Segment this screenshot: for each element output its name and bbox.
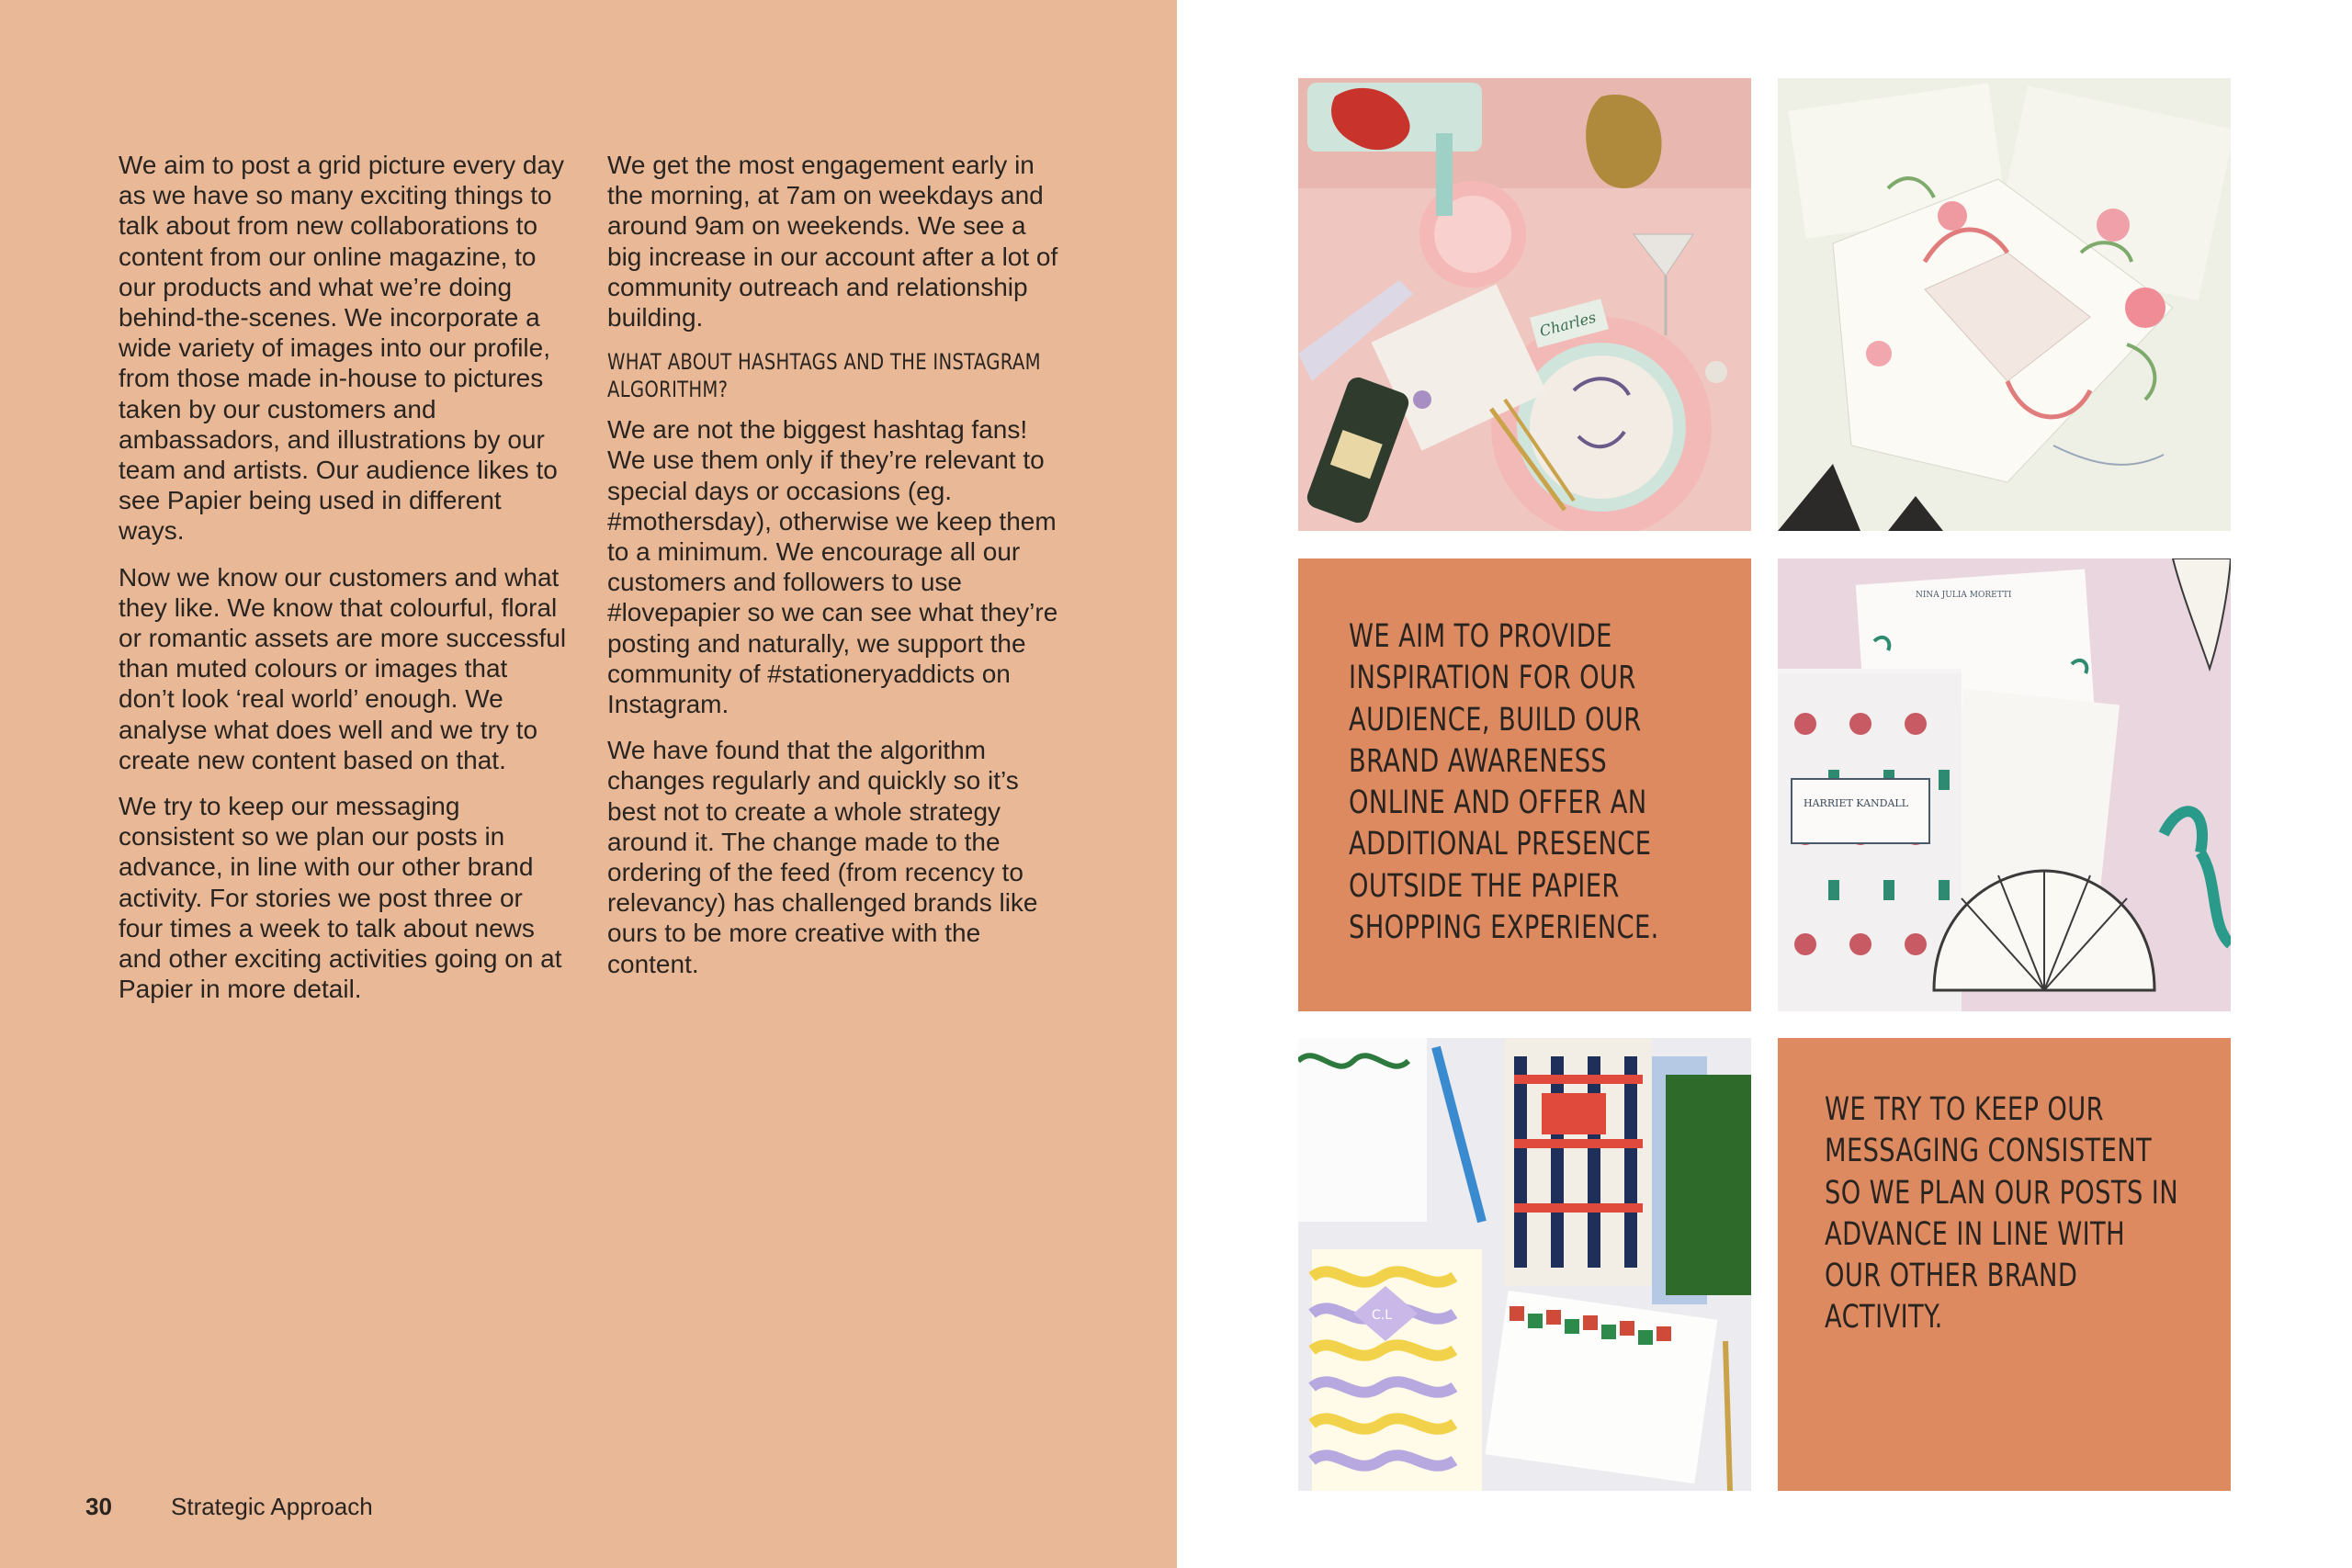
pull-quote: WE TRY TO KEEP OUR MESSAGING CONSISTENT SO WE PLAN OUR POSTS IN ADVANCE IN LINE WITH OUR OTHER BRAND ACTIVITY.	[1825, 1091, 2179, 1337]
stationery-name-text: HARRIET KANDALL	[1804, 797, 1909, 809]
floral-card-illustration	[1778, 78, 2231, 531]
pull-quote: WE AIM TO PROVIDE INSPIRATION FOR OUR AUDIENCE, BUILD OUR BRAND AWARENESS ONLINE AND OFFER AN ADDITIONAL PRESENCE OUTSIDE THE PAPIER SHOPPING EXPERIENCE.	[1349, 618, 1659, 947]
paragraph: We have found that the algorithm changes regularly and quickly so it’s best not to create a whole strategy around it. The change made to the ordering of the feed (from recency to relevancy) has challenged brands like ours to be more creative with the content.	[607, 736, 1038, 978]
paragraph: We try to keep our messaging consistent so we plan our posts in advance, in line with our other brand activity. For stories we post three or four times a week to talk about news and other exciting activities going on at Papier in more detail.	[119, 792, 562, 1004]
notebooks-illustration	[1298, 1038, 1751, 1491]
notebook-initials: C.L	[1372, 1308, 1393, 1323]
paragraph: Now we know our customers and what they like. We know that colourful, floral or romantic assets are more successful than muted colours or images that don’t look ‘real world’ enough. We analyse what does well and we try to create new content based on that.	[119, 562, 567, 774]
running-footer: Strategic Approach	[171, 1493, 373, 1520]
photo-floral-popup-card	[1778, 78, 2231, 531]
section-heading: WHAT ABOUT HASHTAGS AND THE INSTAGRAM ALGORITHM?	[607, 349, 1041, 403]
svg-text:NINA JULIA MORETTI: NINA JULIA MORETTI	[1916, 591, 2012, 600]
paragraph: We get the most engagement early in the morning, at 7am on weekdays and around 9am on weekends. We see a big increase in our account after a lot of community outreach and relationship building.	[607, 151, 1058, 333]
text-column-right	[607, 150, 1062, 995]
quote-tile-inspiration	[1298, 558, 1751, 1011]
page-number: 30	[85, 1493, 112, 1520]
paragraph: We are not the biggest hashtag fans! We use them only if they’re relevant to special days or occasions (eg. #mothersday), otherwise we keep them to a minimum. We encourage all our customers and followers to use #lovepapier so we can see what they’re posting and naturally, we support the community of #stationeryaddicts on Instagram.	[607, 415, 1058, 719]
photo-table-setting	[1298, 78, 1751, 531]
paragraph: We aim to post a grid picture every day as we have so many exciting things to talk about from new collaborations to content from our online magazine, to our products and what we’re doing behind-the-scenes. We incorporate a wide variety of images into our profile, from those made in-house to pictures taken by our customers and ambassadors, and illustrations by our team and artists. Our audience likes to see Papier being used in different ways.	[119, 151, 565, 546]
text-column-left	[119, 150, 569, 1020]
quote-tile-messaging	[1778, 1038, 2231, 1491]
shell-stationery-illustration	[1778, 558, 2231, 1011]
table-setting-illustration	[1298, 78, 1751, 531]
place-card-text: Charles	[1537, 308, 1599, 341]
photo-notebooks-flatlay	[1298, 1038, 1751, 1491]
photo-shell-stationery	[1778, 558, 2231, 1011]
